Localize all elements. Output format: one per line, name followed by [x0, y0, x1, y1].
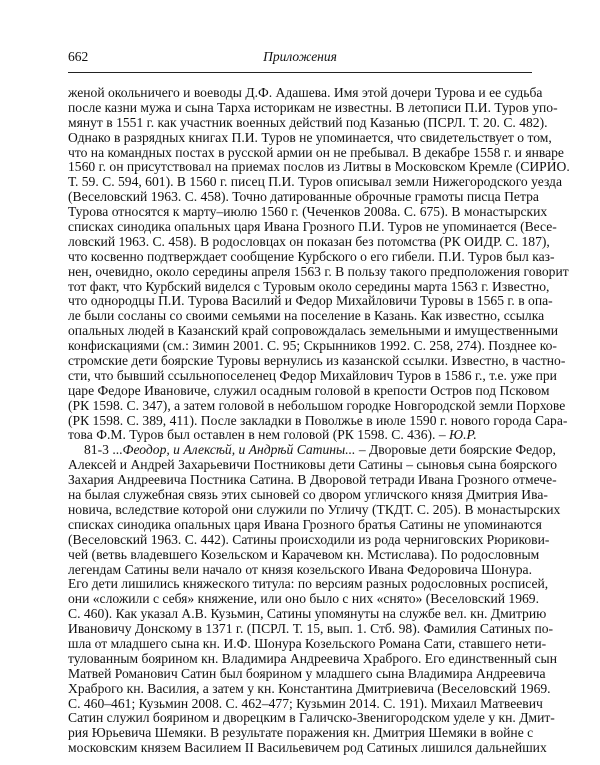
- text-segment: С. 460). Как указал А.В. Кузьмин, Сатины упомянуты на службе вел. кн. Дмитрию: [68, 606, 547, 622]
- text-line: [68, 263, 569, 280]
- text-line: [68, 695, 543, 712]
- text-segment: мянут в 1551 г. как участник военных действий под Казанью (ПСРЛ. Т. 20. С. 482).: [68, 114, 548, 130]
- text-segment: Турова относятся к марту–июлю 1560 г. (Чеченков 2008а. С. 675). В монастырских: [68, 204, 548, 220]
- text-segment: шла от младшего сына кн. И.Ф. Шонура Козельского Романа Сати, ставшего нети-: [68, 635, 547, 651]
- text-line: [68, 457, 558, 473]
- text-line: [68, 680, 551, 697]
- text-segment: Алексей и Андрей Захарьевичи Постниковы дети Сатины – сыновья сына боярского: [68, 457, 558, 473]
- text-segment: 81-3 ...: [84, 442, 123, 458]
- text-line: [68, 99, 558, 116]
- text-line: [68, 189, 539, 205]
- text-line: [68, 293, 553, 309]
- text-segment: новича, вследствие которой они служили по Угличу (ТКДТ. С. 205). В монастырских: [68, 501, 561, 517]
- text-line: [68, 204, 548, 220]
- text-line: [68, 382, 550, 399]
- text-segment: Т. 59. С. 594, 601). В 1560 г. писец П.И. Туров описывал земли Нижегородского уезда: [68, 174, 563, 190]
- text-segment: (РК 1598. С. 389, 411). После закладки в Поволжье в июле 1590 г. нового города Сара-: [68, 412, 568, 428]
- text-line: [68, 397, 566, 414]
- text-line: [68, 606, 547, 622]
- text-segment: Ивановичу Донскому в 1371 г. (ПСРЛ. Т. 15, вып. 1. Стб. 98). Фамилия Сатиных по-: [68, 621, 554, 637]
- text-line: [68, 635, 547, 652]
- text-line: [68, 563, 532, 578]
- text-line: [68, 233, 550, 250]
- text-line: [68, 159, 570, 175]
- text-line: [68, 144, 564, 161]
- page-number: 662: [68, 49, 89, 64]
- text-line: [68, 219, 557, 235]
- text-segment: (Веселовский 1963. С. 442). Сатины происходили из рода черниговских Рюрикови-: [68, 531, 550, 547]
- text-segment: что однородцы П.И. Турова Василий и Федор Михайловичи Туровы в 1565 г. в опа-: [68, 293, 553, 309]
- text-line: [68, 472, 557, 488]
- text-segment: Сатин служил боярином и дворецким в Галичско-Звенигородском уделе у кн. Дмит-: [68, 710, 555, 726]
- text-segment: чей (ветвь владевшего Козельском и Карачевом кн. Мстислава). По родословным: [68, 546, 540, 562]
- text-line: [68, 591, 539, 607]
- text-segment: московским князем Василием II Васильевичем род Сатиных лишился дальнейших: [68, 740, 547, 756]
- text-segment: – Дворовые дети боярские Федор,: [355, 442, 556, 458]
- text-segment: Матвей Романович Сатин был боярином у младшего сына Владимира Андреевича: [68, 665, 546, 681]
- text-segment: что на командных постах в русской армии он не пребывал. В декабре 1558 г. и январе: [68, 144, 564, 160]
- text-line: [68, 650, 557, 667]
- text-segment: что косвенно подтверждает сообщение Курбского о его гибели. П.И. Туров был каз-: [68, 248, 555, 264]
- text-segment: сти, что бывший ссыльнопоселенец Федор Михайлович Туров в 1586 г., т.е. уже при: [68, 367, 557, 383]
- text-line: [68, 576, 549, 592]
- text-line: [68, 710, 555, 726]
- page-header: [68, 49, 532, 65]
- text-segment: 1560 г. он присутствовал на приемах послов из Литвы в Московском Кремле (СИРИО.: [68, 159, 570, 175]
- text-segment: Захария Андреевича Постника Сатина. В Дворовой тетради Ивана Грозного отмече-: [68, 472, 557, 488]
- text-line: [68, 278, 550, 295]
- text-line: [68, 174, 563, 190]
- text-segment: (РК 1598. С. 347), а затем головой в небольшом городке Новгородской земли Порхове: [68, 397, 566, 413]
- header-rule: [68, 72, 532, 73]
- text-line: [68, 487, 548, 503]
- text-segment: тулованным боярином кн. Владимира Андреевича Храброго. Его единственный сын: [68, 650, 557, 666]
- text-line: [68, 248, 555, 265]
- text-segment: на былая служебная связь этих сыновей со двором угличского князя Дмитрия Ива-: [68, 487, 548, 503]
- text-line: [68, 129, 552, 146]
- text-line: [68, 308, 545, 324]
- text-segment: Ю.Р.: [449, 427, 477, 443]
- text-line: [68, 323, 558, 339]
- text-segment: тот факт, что Курбский виделся с Туровым около середины марта 1563 г. Известно,: [68, 278, 550, 294]
- running-head: Приложения: [263, 49, 337, 64]
- text-line: [68, 367, 557, 384]
- text-segment: женой окольничего и воеводы Д.Ф. Адашева. Имя этой дочери Турова и ее судьба: [68, 85, 543, 100]
- text-segment: царе Федоре Ивановиче, служил осадным головой в крепости Остров под Псковом: [68, 382, 550, 398]
- text-line: [68, 726, 532, 741]
- text-line: [68, 621, 554, 637]
- text-segment: ловский 1963. С. 458). В родословцах он показан без потомства (РК ОИДР. С. 187),: [68, 233, 550, 249]
- text-line: [68, 353, 566, 369]
- text-segment: списках синодика опальных царя Ивана Грозного П.И. Туров не упоминается (Весе-: [68, 219, 557, 235]
- text-line: [68, 501, 561, 518]
- text-line: [68, 531, 550, 548]
- text-segment: ле были сосланы со своими семьями на поселение в Казань. Как известно, ссылка: [68, 308, 545, 324]
- text-line: [68, 428, 532, 443]
- text-segment: рия Юрьевича Шемяки. В результате поражения кн. Дмитрия Шемяки в войне с: [68, 725, 534, 741]
- text-segment: они «сложили с себя» княжение, или оно было с них «снято» (Веселовский 1969.: [68, 591, 539, 607]
- text-segment: опальных людей в Казанский край сопровождалась земельными и имущественными: [68, 323, 558, 339]
- text-line: [68, 740, 547, 756]
- text-segment: Феодор, и Алексѣй, и Андрѣй Сатины...: [122, 442, 356, 458]
- text-segment: конфискациями (см.: Зимин 2001. С. 95; Скрынников 1992. С. 258, 274). Позднее ко-: [68, 338, 557, 354]
- text-line: [68, 665, 546, 682]
- text-segment: после казни мужа и сына Тарха историкам не известны. В летописи П.И. Туров упо-: [68, 99, 558, 115]
- text-segment: нен, очевидно, около середины апреля 1563 г. В пользу такого предположения говорит: [68, 263, 569, 279]
- text-line: [68, 442, 556, 458]
- text-segment: Храброго кн. Василия, а затем у кн. Константина Дмитриевича (Веселовский 1969.: [68, 680, 551, 696]
- text-line: [68, 114, 548, 131]
- text-segment: това Ф.М. Туров был оставлен в нем головой (РК 1598. С. 436). –: [68, 427, 450, 443]
- text-segment: легендам Сатины вели начало от князя козельского Ивана Федоровича Шонура.: [68, 561, 532, 577]
- text-segment: С. 460–461; Кузьмин 2008. С. 462–477; Кузьмин 2014. С. 191). Михаил Матвеевич: [68, 695, 543, 711]
- text-line: [68, 546, 540, 563]
- text-segment: списках синодика опальных царя Ивана Грозного братья Сатины не упоминаются: [68, 516, 542, 532]
- text-segment: (Веселовский 1963. С. 458). Точно датированные оброчные грамоты писца Петра: [68, 189, 539, 205]
- body-text: [68, 85, 570, 756]
- text-line: [68, 412, 568, 429]
- text-line: [68, 338, 557, 354]
- text-segment: Однако в разрядных книгах П.И. Туров не упоминается, что свидетельствует о том,: [68, 129, 552, 145]
- text-segment: Его дети лишились княжеского титула: по версиям разных родословных росписей,: [68, 576, 549, 592]
- text-line: [68, 85, 543, 101]
- text-segment: стромские дети боярские Туровы вернулись из казанской ссылки. Известно, в частно-: [68, 353, 566, 369]
- text-line: [68, 516, 542, 533]
